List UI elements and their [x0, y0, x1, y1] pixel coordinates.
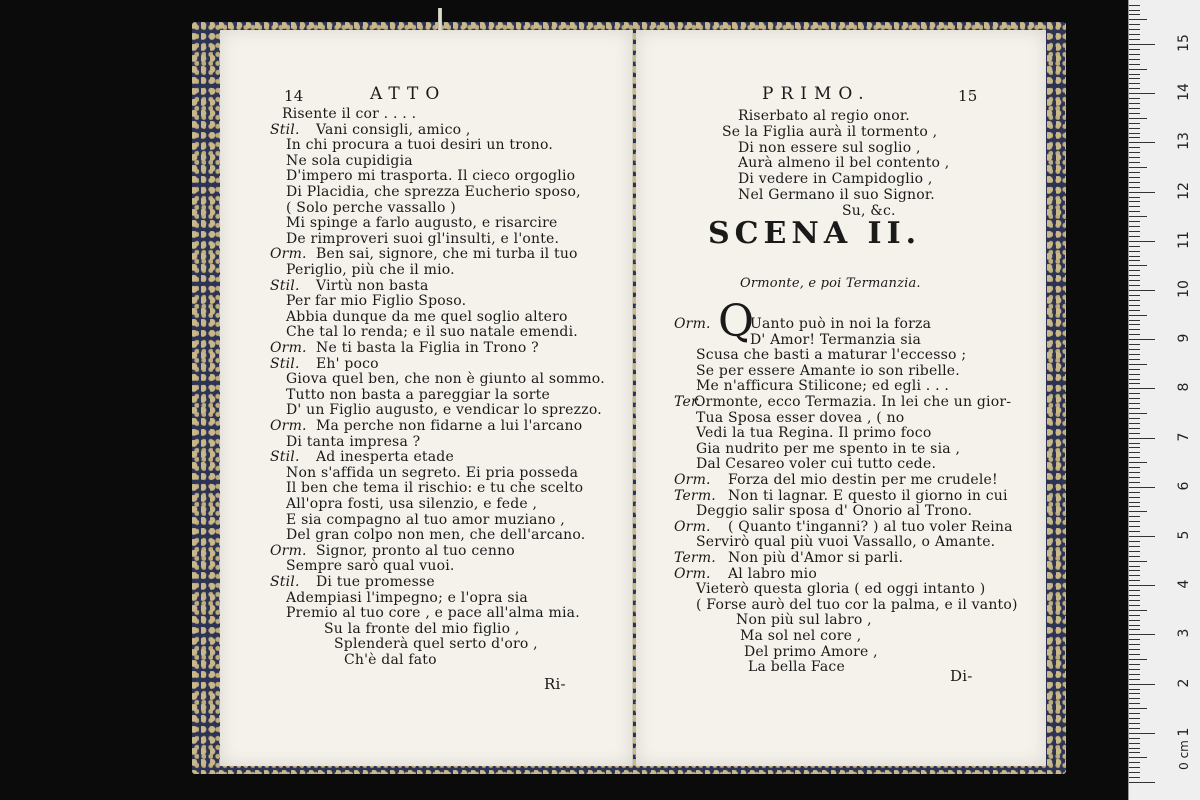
ruler-tick — [1129, 103, 1140, 104]
ruler-tick — [1129, 251, 1140, 252]
ruler-tick — [1129, 315, 1147, 316]
ruler-tick — [1129, 44, 1155, 45]
speaker-label: Term. — [674, 550, 716, 566]
text-line: Vani consigli, amico , — [316, 121, 471, 138]
ruler-tick — [1129, 226, 1140, 227]
ruler-tick — [1129, 123, 1140, 124]
ruler-tick — [1129, 93, 1155, 94]
ruler-tick — [1129, 748, 1140, 749]
aria-line: Aurà almeno il bel contento , — [738, 155, 950, 172]
text-line: Il ben che tema il rischio: e tu che scelto — [286, 480, 584, 497]
ruler-tick — [1129, 152, 1140, 153]
page-number: 14 — [284, 87, 304, 105]
ruler-tick — [1129, 462, 1147, 463]
ruler-tick — [1129, 147, 1140, 148]
ruler-tick — [1129, 752, 1140, 753]
ruler-tick — [1129, 546, 1140, 547]
ruler-number: 8 — [1176, 382, 1192, 392]
speaker-label: Orm. — [674, 316, 711, 332]
ruler-tick — [1129, 743, 1140, 744]
ruler-tick — [1129, 349, 1140, 350]
ruler-tick — [1129, 78, 1140, 79]
ruler-tick — [1129, 634, 1155, 635]
ruler-tick — [1129, 556, 1140, 557]
ruler-tick — [1129, 782, 1155, 783]
ruler-tick — [1129, 566, 1140, 567]
ruler-tick — [1129, 590, 1140, 591]
text-line: Premio al tuo core , e pace all'alma mia. — [286, 605, 580, 622]
ruler-tick — [1129, 231, 1140, 232]
ruler-tick — [1129, 364, 1147, 365]
ruler-number: 14 — [1176, 83, 1192, 102]
ruler-tick — [1129, 693, 1140, 694]
text-line: Di Placidia, che sprezza Eucherio sposo, — [286, 184, 581, 200]
ruler-tick — [1129, 344, 1140, 345]
text-line: Ne sola cupidigia — [286, 152, 413, 169]
ruler-tick — [1129, 487, 1155, 488]
ruler-tick — [1129, 329, 1140, 330]
ruler-tick — [1129, 777, 1140, 778]
speaker-label: Stil. — [270, 355, 300, 372]
ruler-tick — [1129, 290, 1155, 291]
ruler-tick — [1129, 275, 1140, 276]
ruler-tick — [1129, 24, 1140, 25]
ruler-tick — [1129, 526, 1140, 527]
ruler-tick — [1129, 738, 1140, 739]
ruler-tick — [1129, 339, 1155, 340]
ruler-tick — [1129, 639, 1140, 640]
text-line: Che tal lo renda; e il suo natale emendi. — [286, 324, 578, 341]
speaker-label: Stil. — [270, 574, 300, 590]
ruler-tick — [1129, 423, 1140, 424]
ruler-tick — [1129, 443, 1140, 444]
page-number: 15 — [958, 87, 978, 105]
text-line: Del gran colpo non men, che dell'arcano. — [286, 527, 586, 544]
aria-line: Riserbato al regio onor. — [738, 108, 910, 124]
ruler-tick — [1129, 511, 1147, 512]
ruler-tick — [1129, 34, 1140, 35]
ruler-tick — [1129, 521, 1140, 522]
ruler-tick — [1129, 664, 1140, 665]
ruler-tick — [1129, 334, 1140, 335]
ruler-tick — [1129, 452, 1140, 453]
ruler-tick — [1129, 162, 1140, 163]
ruler-tick — [1129, 418, 1140, 419]
ruler-tick — [1129, 265, 1147, 266]
text-line: Di tanta impresa ? — [286, 433, 421, 450]
text-line: Ne ti basta la Figlia in Trono ? — [316, 340, 539, 356]
ruler-tick — [1129, 757, 1147, 758]
text-line: Ormonte, ecco Termazia. In lei che un gior- — [694, 394, 1012, 410]
text-line: ( Quanto t'inganni? ) al tuo voler Reina — [728, 518, 1013, 535]
ruler-tick — [1129, 211, 1140, 212]
ruler-tick — [1129, 256, 1140, 257]
ruler-tick — [1129, 723, 1140, 724]
ruler-tick — [1129, 772, 1140, 773]
ruler-tick — [1129, 5, 1140, 6]
text-line: D'impero mi trasporta. Il cieco orgoglio — [286, 168, 576, 185]
text-line: Eh' poco — [316, 355, 379, 372]
ruler-tick — [1129, 472, 1140, 473]
catchword: Ri- — [544, 675, 566, 693]
ruler-tick — [1129, 39, 1140, 40]
ruler-tick — [1129, 172, 1140, 173]
ruler-number: 3 — [1176, 628, 1192, 638]
ruler-tick — [1129, 615, 1140, 616]
ruler-tick — [1129, 595, 1140, 596]
text-line: Ad inesperta etade — [316, 449, 454, 466]
ruler-tick — [1129, 447, 1140, 448]
ruler-tick — [1129, 762, 1140, 763]
ruler-tick — [1129, 236, 1140, 237]
text-line: Non più sul labro , — [736, 612, 872, 629]
ruler-tick — [1129, 10, 1140, 11]
scene-subtitle: Ormonte, e poi Termanzia. — [740, 276, 921, 291]
ruler-tick — [1129, 128, 1140, 129]
ruler-tick — [1129, 74, 1140, 75]
text-line: Vieterò questa gloria ( ed oggi intanto ) — [696, 581, 986, 598]
text-line: De rimproveri suoi gl'insulti, e l'onte. — [286, 230, 560, 247]
ruler-tick — [1129, 305, 1140, 306]
ruler-tick — [1129, 270, 1140, 271]
text-line: Ma perche non fidarne a lui l'arcano — [316, 418, 583, 434]
text-line: Me n'afficura Stilicone; ed egli . . . — [696, 378, 950, 395]
ruler-tick — [1129, 767, 1140, 768]
ruler-tick — [1129, 561, 1147, 562]
scene-title: SCENA II. — [708, 216, 922, 251]
ruler-tick — [1129, 246, 1140, 247]
text-line: ( Solo perche vassallo ) — [286, 199, 456, 216]
ruler-tick — [1129, 689, 1140, 690]
text-line: Al labro mio — [728, 565, 817, 582]
ruler-tick — [1129, 295, 1140, 296]
ruler-tick — [1129, 506, 1140, 507]
text-line: Tua Sposa esser dovea , ( no — [696, 409, 905, 426]
ruler-tick — [1129, 620, 1140, 621]
ruler-tick — [1129, 369, 1140, 370]
ruler-tick — [1129, 580, 1140, 581]
running-head: PRIMO. — [762, 84, 871, 104]
text-line: Non più d'Amor si parli. — [728, 550, 904, 566]
ruler-tick — [1129, 216, 1147, 217]
text-line: Del primo Amore , — [744, 643, 878, 660]
ruler-tick — [1129, 324, 1140, 325]
ruler-tick — [1129, 108, 1140, 109]
ruler-tick — [1129, 379, 1140, 380]
text-line: D' un Figlio augusto, e vendicar lo sprezzo. — [286, 402, 602, 419]
text-line: Ma sol nel core , — [740, 628, 862, 644]
ruler-tick — [1129, 260, 1140, 261]
ruler-tick — [1129, 654, 1140, 655]
text-line: Su la fronte del mio figlio , — [324, 620, 520, 637]
text-line: La bella Face — [748, 659, 845, 676]
ruler-tick — [1129, 388, 1155, 389]
ruler-number: 9 — [1176, 333, 1192, 343]
aria-line: Di non essere sul soglio , — [738, 139, 921, 156]
ruler-tick — [1129, 398, 1140, 399]
aria-line: Se la Figlia aurà il tormento , — [722, 123, 938, 140]
ruler-number: 6 — [1176, 481, 1192, 491]
text-line: Scusa che basti a maturar l'eccesso ; — [696, 347, 967, 364]
measurement-ruler — [1128, 0, 1200, 800]
ruler-tick — [1129, 59, 1140, 60]
ruler-tick — [1129, 64, 1140, 65]
ruler-tick — [1129, 14, 1140, 15]
ruler-tick — [1129, 625, 1140, 626]
ruler-tick — [1129, 570, 1140, 571]
speaker-label: Orm. — [674, 565, 711, 582]
ruler-tick — [1129, 177, 1140, 178]
speaker-label: Stil. — [270, 277, 300, 294]
text-line: Signor, pronto al tuo cenno — [316, 542, 515, 559]
ruler-tick — [1129, 502, 1140, 503]
ruler-tick — [1129, 192, 1155, 193]
text-line: Di tue promesse — [316, 574, 435, 590]
text-line: Adempiasi l'impegno; e l'opra sia — [286, 589, 528, 606]
ruler-number: 5 — [1176, 530, 1192, 540]
ruler-tick — [1129, 118, 1147, 119]
aria-line: Su, &c. — [842, 202, 896, 219]
running-head: ATTO — [370, 84, 447, 104]
ruler-tick — [1129, 531, 1140, 532]
ruler-tick — [1129, 733, 1155, 734]
text-line: Splenderà quel serto d'oro , — [334, 636, 538, 653]
text-line: Sempre sarò qual vuoi. — [286, 558, 455, 575]
ruler-tick — [1129, 428, 1140, 429]
text-line: Non s'affida un segreto. Ei pria posseda — [286, 464, 579, 481]
speaker-label: Term. — [674, 487, 716, 504]
text-line: Non ti lagnar. E questo il giorno in cui — [728, 487, 1008, 504]
ruler-number: 12 — [1176, 181, 1192, 200]
ruler-tick — [1129, 137, 1140, 138]
ruler-tick — [1129, 482, 1140, 483]
text-line: Deggio salir sposa d' Onorio al Trono. — [696, 503, 973, 520]
ruler-tick — [1129, 708, 1147, 709]
ruler-tick — [1129, 197, 1140, 198]
ruler-tick — [1129, 610, 1147, 611]
speaker-label: Stil. — [270, 449, 300, 466]
speaker-label: Orm. — [674, 518, 711, 535]
catchword: Di- — [950, 667, 973, 685]
ruler-tick — [1129, 241, 1155, 242]
ruler-number: 10 — [1176, 280, 1192, 298]
ruler-tick — [1129, 182, 1140, 183]
ruler-tick — [1129, 285, 1140, 286]
ruler-number: 13 — [1176, 132, 1192, 151]
ruler-tick — [1129, 684, 1155, 685]
text-line: Ch'è dal fato — [344, 652, 437, 668]
ruler-tick — [1129, 83, 1140, 84]
ruler-tick — [1129, 98, 1140, 99]
ruler-tick — [1129, 492, 1140, 493]
ruler-tick — [1129, 703, 1140, 704]
ruler-tick — [1129, 585, 1155, 586]
ruler-tick — [1129, 133, 1140, 134]
ruler-tick — [1129, 167, 1147, 168]
ruler-tick — [1129, 54, 1140, 55]
text-line: Periglio, più che il mio. — [286, 262, 455, 278]
ruler-tick — [1129, 354, 1140, 355]
text-line: D' Amor! Termanzia sia — [750, 331, 922, 348]
ruler-tick — [1129, 142, 1155, 143]
speaker-label: Stil. — [270, 121, 300, 138]
ruler-tick — [1129, 374, 1140, 375]
ruler-tick — [1129, 536, 1155, 537]
ruler-tick — [1129, 433, 1140, 434]
text-line: ( Forse aurò del tuo cor la palma, e il vanto) — [696, 596, 1018, 613]
ruler-tick — [1129, 19, 1147, 20]
text-line: Virtù non basta — [316, 277, 429, 294]
text-line: In chi procura a tuoi desiri un trono. — [286, 137, 554, 154]
ruler-tick — [1129, 320, 1140, 321]
ruler-tick — [1129, 403, 1140, 404]
ruler-tick — [1129, 659, 1147, 660]
speaker-label: Orm. — [270, 418, 307, 434]
drop-cap: Q — [718, 296, 755, 347]
text-line: Abbia dunque da me quel soglio altero — [286, 308, 568, 325]
text-line: Per far mio Figlio Sposo. — [286, 293, 467, 310]
speaker-label: Ter. — [674, 394, 701, 410]
ruler-tick — [1129, 206, 1140, 207]
ruler-tick — [1129, 438, 1155, 439]
ruler-unit-label: 0 cm — [1176, 740, 1191, 770]
ruler-tick — [1129, 605, 1140, 606]
ruler-tick — [1129, 669, 1140, 670]
ruler-tick — [1129, 310, 1140, 311]
speaker-label: Orm. — [270, 246, 307, 263]
ruler-tick — [1129, 728, 1140, 729]
ruler-tick — [1129, 516, 1140, 517]
ruler-tick — [1129, 221, 1140, 222]
ruler-tick — [1129, 457, 1140, 458]
ruler-tick — [1129, 113, 1140, 114]
ruler-tick — [1129, 359, 1140, 360]
text-line: Ben sai, signore, che mi turba il tuo — [316, 246, 578, 263]
ruler-tick — [1129, 713, 1140, 714]
text-line: Giova quel ben, che non è giunto al sommo. — [286, 371, 605, 388]
text-line: Mi spinge a farlo augusto, e risarcire — [286, 215, 558, 232]
text-line: Uanto può in noi la forza — [750, 316, 932, 332]
text-line: E sia compagno al tuo amor muziano , — [286, 511, 565, 528]
ruler-tick — [1129, 674, 1140, 675]
ruler-tick — [1129, 698, 1140, 699]
text-line: Risente il cor . . . . — [282, 106, 417, 122]
ruler-tick — [1129, 575, 1140, 576]
ruler-tick — [1129, 644, 1140, 645]
text-line: Tutto non basta a pareggiar la sorte — [286, 386, 550, 403]
ruler-number: 11 — [1176, 230, 1192, 249]
ruler-tick — [1129, 497, 1140, 498]
ruler-tick — [1129, 201, 1140, 202]
ruler-tick — [1129, 551, 1140, 552]
ruler-tick — [1129, 157, 1140, 158]
ruler-tick — [1129, 629, 1140, 630]
ruler-number: 4 — [1176, 579, 1192, 589]
ruler-tick — [1129, 649, 1140, 650]
ruler-tick — [1129, 718, 1140, 719]
ruler-tick — [1129, 600, 1140, 601]
ruler-tick — [1129, 679, 1140, 680]
text-line: Servirò qual più vuoi Vassallo, o Amante. — [696, 534, 996, 551]
ruler-tick — [1129, 187, 1140, 188]
ruler-tick — [1129, 69, 1147, 70]
ruler-tick — [1129, 467, 1140, 468]
ruler-number: 7 — [1176, 432, 1192, 442]
ruler-tick — [1129, 477, 1140, 478]
aria-line: Nel Germano il suo Signor. — [738, 187, 935, 203]
speaker-label: Orm. — [674, 472, 711, 488]
ruler-tick — [1129, 29, 1140, 30]
text-line: Se per essere Amante io son ribelle. — [696, 362, 960, 379]
text-line: All'opra fosti, usa silenzio, e fede , — [286, 496, 538, 512]
speaker-label: Orm. — [270, 340, 307, 356]
ruler-number: 2 — [1176, 678, 1192, 688]
ruler-tick — [1129, 300, 1140, 301]
ruler-number: 15 — [1176, 34, 1192, 52]
ruler-tick — [1129, 88, 1140, 89]
ruler-tick — [1129, 408, 1140, 409]
text-line: Dal Cesareo voler cui tutto cede. — [696, 456, 937, 473]
text-line: Vedi la tua Regina. Il primo foco — [696, 425, 932, 442]
ruler-tick — [1129, 383, 1140, 384]
right-page — [636, 30, 1046, 766]
ruler-tick — [1129, 413, 1147, 414]
ruler-number: 1 — [1176, 727, 1192, 737]
ruler-tick — [1129, 541, 1140, 542]
text-line: Forza del mio destin per me crudele! — [728, 472, 998, 488]
aria-line: Di vedere in Campidoglio , — [738, 171, 933, 188]
left-page — [220, 30, 633, 766]
ruler-tick — [1129, 49, 1140, 50]
ruler-tick — [1129, 393, 1140, 394]
speaker-label: Orm. — [270, 542, 307, 559]
ruler-tick — [1129, 280, 1140, 281]
text-line: Gia nudrito per me spento in te sia , — [696, 440, 961, 457]
